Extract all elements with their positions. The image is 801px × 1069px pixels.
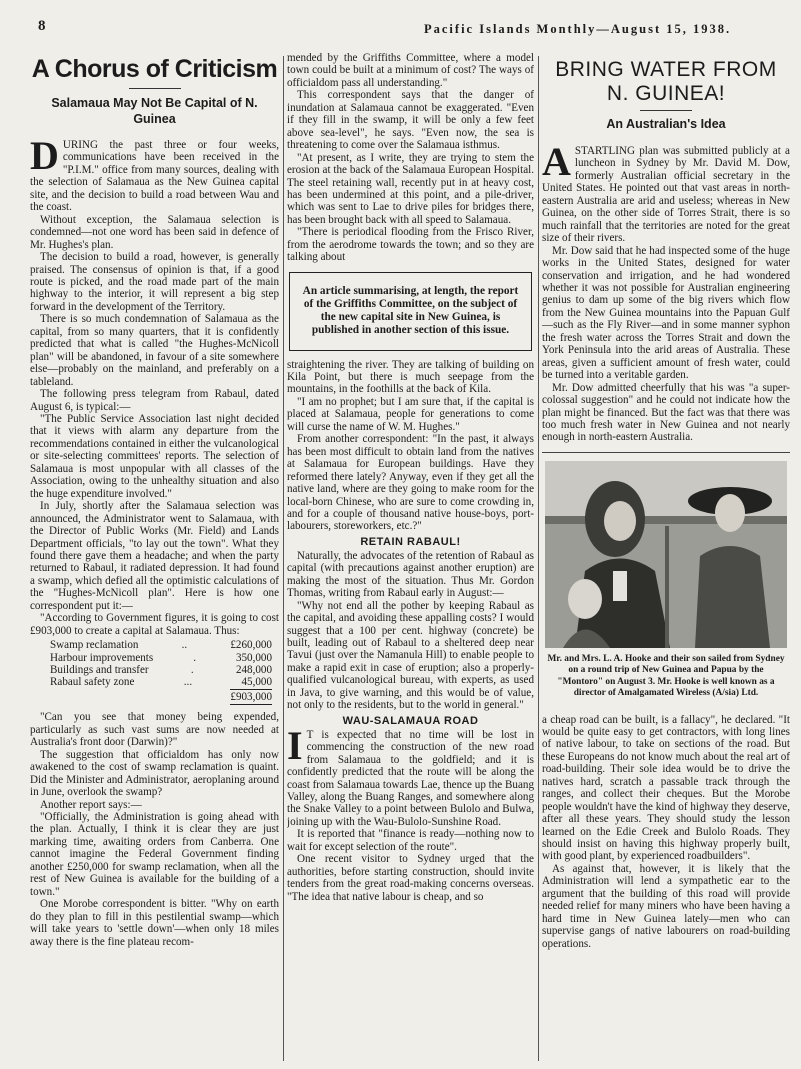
cost-amount: 45,000	[241, 676, 272, 689]
paragraph: "Why not end all the pother by keeping Rabaul as the capital, and avoiding these appalling costs? I would suggest that a 100 per cent. highway (concrete) be built, leading out of Rabaul to a sheltered deep near Tavui (just over the Namanula Hill) to enable people to make a rapid exit in case of eruption; also a properly-qualified vulcanological bureau, with experts, as used in Java, to give warning, and this would be of value, not only to the residents, but to the world in general."	[287, 599, 534, 712]
cost-item: Buildings and transfer	[50, 664, 149, 677]
cost-item: Harbour improvements	[50, 651, 154, 664]
column-one	[30, 52, 279, 1069]
sidebar-title: BRING WATER FROM N. GUINEA!	[555, 58, 777, 105]
article-title: A Chorus of Criticism	[31, 55, 278, 83]
drop-cap: D	[30, 133, 59, 178]
section-heading: RETAIN RABAUL!	[360, 535, 461, 548]
paragraph: Naturally, the advocates of the retention of Rabaul as capital (with precautions against another eruption) are making the most of the situation. Thus Mr. Gordon Thomas, writing from Rabaul early in August:—	[287, 549, 534, 600]
paragraph: a cheap road can be built, is a fallacy", he declared. "It would be quite easy to get contractors, with long lines of native labour, to take on sections of the road. But these Europeans do not know much about the real art of road-building. Their sole idea would be to drive the natives hard, scratch a passable track through the ranges, and collect their cheques. But the Morobe people wouldn't have the kind of highway they deserve, after all these years. They should study the lesson learned on the Edie Creek and Bulolo Roads. They should insist on having this highway properly built, with good plant, by experienced roadbuilders".	[542, 713, 790, 863]
paragraph: Mr. Dow said that he had inspected some of the huge works in the United States, designed for water conservation and irrigation, and he had wondered whether it was not possible for Australian engineering genius to dam up some of the big rivers which flow from the New Guinea mountains into the Papuan Gulf—such as the Fly River—and in some manner syphon the fresh water across the Torres Strait and down the York Peninsula into the arid areas of Australia. These areas, given a sufficient amount of fresh water, could be turned into a veritable garden.	[542, 244, 790, 382]
paragraph: "Can you see that money being expended, particularly as such vast sums are now needed at Australia's front door (Darwin)?"	[30, 711, 279, 749]
cost-item: Rabaul safety zone	[50, 676, 135, 689]
paragraph: This correspondent says that the danger of inundation at Salamaua cannot be exaggerated. "Even if they fill in the swamp, it will be only a few feet above sea-level", he says. "Even now, the sea is threatening to come over the Salamaua isthmus.	[287, 89, 534, 152]
column-three	[542, 52, 790, 1069]
lead-text: STARTLING plan was submitted publicly at a luncheon in Sydney by Mr. David M. Dow, formerly Australian official secretary in the United States. He pointed out that vast areas in north-eastern Australia are arid and useless; whereas in New Guinea, on the other side of Torres Strait, there is so much rainfall that the territories are noted for the great size of their rivers.	[542, 145, 790, 245]
cost-amount: 350,000	[235, 651, 272, 664]
paragraph-text: T is expected that no time will be lost in commencing the construction of the new road from Salamaua to the goldfield; and it is confidently predicted that the route will be along the coast from Salamaua towards Lae, thence up the Buang Valley, along the Buang Ranges, and somewhere along the Snake Valley to a point between Bulolo and Bulwa, joining up with the Wau-Bulolo-Sunshine Road.	[287, 728, 534, 828]
cost-row	[50, 676, 272, 688]
paragraph: From another correspondent: "In the past, it always has been most difficult to obtain land from the natives at Salamaua for European buildings. Have they reformed there lately? Anyway, even if they get all the native land, where are they going to make room for the local-born Chinese, who are sure to come crowding in, and for a couple of thousand native house-boys, port-labourers, storeworkers, etc.?"	[287, 433, 534, 533]
paragraph: It is reported that "finance is ready—nothing now to wait for except selection of the route".	[287, 828, 534, 853]
paragraph: The decision to build a road, however, is generally praised. The consensus of opinion is that, if a good route is picked, and the road made part of the main highway to the interior, it will represent a big step forward in the development of the Territory.	[30, 251, 279, 313]
article-subtitle: Salamaua May Not Be Capital of N. Guinea	[51, 96, 258, 126]
paragraph: "The Public Service Association last night decided that it views with alarm any departure from the recommendations contained in either the vulcanological or site-selecting committees' reports. The selection of Salamaua is most unpopular with all classes of the Association, owing to the unhealthy situation and also the huge expenditure involved."	[30, 412, 279, 500]
cost-row	[50, 639, 272, 651]
photo-caption: Mr. and Mrs. L. A. Hooke and their son sailed from Sydney on a round trip of New Guinea and Papua by the "Montoro" on August 3. Mr. Hooke is well known as a director of Amalgamated Wireless (A/sia) Ltd.	[547, 653, 785, 699]
drop-cap: A	[542, 139, 571, 184]
paragraph: The suggestion that officialdom has only now awakened to the cost of swamp reclamation is quaint. Did the Minister and Administrator, aeroplaning around in June, overlook the swamp?	[30, 748, 279, 799]
cost-amount: 248,000	[235, 664, 272, 677]
paragraph: straightening the river. They are talking of building on Kila Point, but there is much seepage from the mountains, in the foothills at the back of Kila.	[287, 358, 534, 396]
cost-total: £903,000	[230, 689, 272, 705]
column-rule	[283, 56, 284, 1061]
paragraph: "There is periodical flooding from the Frisco River, from the aerodrome towards the town; and so they are talking about	[287, 226, 534, 264]
lead-paragraph	[30, 133, 279, 214]
column-two	[287, 52, 534, 1069]
paragraph	[287, 722, 534, 829]
paragraph: Without exception, the Salamaua selection is condemned—not one word has been said in defence of Mr. Hughes's plan.	[30, 213, 279, 251]
paragraph: "Officially, the Administration is going ahead with the plan. Actually, I think it is clear they are just marking time, awaiting orders from Canberra. One cannot imagine the Federal Government finding another £250,000 for swamp reclamation, when all the rest of New Guinea is available for the building of a town."	[30, 811, 279, 898]
cost-row	[50, 664, 272, 676]
cost-row	[50, 652, 272, 664]
leader-dots: ..	[181, 639, 188, 652]
lead-paragraph	[542, 139, 790, 245]
paragraph: The following press telegram from Rabaul, dated August 6, is typical:—	[30, 388, 279, 413]
lead-text: URING the past three or four weeks, communications have been received in the "P.I.M." office from many sources, dealing with the selection of Salamaua as the New Guinea capital site, and the decision to build a road between Wau and the coast.	[30, 139, 279, 214]
page-number: 8	[38, 18, 46, 34]
paragraph: Mr. Dow admitted cheerfully that his was "a super-colossal suggestion" and he could not indicate how the plan might be financed. But the fact was that there was too much fresh water in New Guinea and not nearly enough in north-eastern Australia.	[542, 381, 790, 444]
sidebar-subtitle: An Australian's Idea	[606, 117, 726, 131]
paragraph: Another report says:—	[40, 798, 142, 811]
paragraph: One recent visitor to Sydney urged that the authorities, before starting construction, should invite tenders from the great road-making concerns overseas. "The idea that native labour is cheap, and so	[287, 853, 534, 903]
cost-total-row	[50, 689, 272, 705]
paragraph: mended by the Griffiths Committee, where a model town could be built at a minimum of cost? The ways of officialdom pass all understanding."	[287, 52, 534, 89]
cost-table	[50, 639, 279, 705]
section-divider	[542, 452, 790, 453]
leader-dots: ...	[183, 676, 193, 689]
cost-amount: £260,000	[230, 639, 272, 652]
paragraph: "At present, as I write, they are trying to stem the erosion at the back of the Salamaua European Hospital. The steel retaining wall, recently put in at heavy cost, has been undermined at this point, and a pile-driver, which was sent to Lae to drive piles for bridges there, has been brought back with all speed to Salamaua.	[287, 151, 534, 226]
paragraph: In July, shortly after the Salamaua selection was announced, the Administrator went to Salamaua, with the Director of Public Works (Mr. Field) and Lands Department officials, "to lay out the town". What they found there gave them a headache; and when the party returned to Rabaul, it radiated depression. It had found a swamp, which defied all the optimistic calculations of the "Hughes-McNicoll plan". Here is how one correspondent put it:—	[30, 500, 279, 612]
paragraph: "According to Government figures, it is going to cost £903,000 to create a capital at Salamaua. Thus:	[30, 612, 279, 637]
running-head: Pacific Islands Monthly—August 15, 1938.	[424, 22, 732, 36]
paragraph: As against that, however, it is likely that the Administration will lend a sympathetic ear to the argument that the building of this road will provide needed relief for many miners who have been having a hard time in New Guinea lately—men who can supervise gangs of native labourers on road-building operations.	[542, 862, 790, 950]
cross-reference-box	[289, 272, 532, 351]
cost-item: Swamp reclamation	[50, 639, 139, 652]
section-heading: WAU-SALAMAUA ROAD	[342, 714, 479, 727]
leader-dots: .	[190, 664, 194, 677]
photo-illustration	[545, 461, 787, 648]
paragraph: One Morobe correspondent is bitter. "Why on earth do they plan to fill in this pestilential swamp—which will take years to 'settle down'—when only 18 miles away there is the fine plateau recom-	[30, 898, 279, 948]
title-rule	[640, 110, 692, 111]
paragraph: "I am no prophet; but I am sure that, if the capital is placed at Salamaua, people for generations to come will curse the name of W. M. Hughes."	[287, 395, 534, 433]
title-rule	[129, 88, 181, 89]
drop-cap: I	[287, 722, 303, 768]
column-rule	[538, 56, 539, 1061]
leader-dots: .	[193, 651, 196, 664]
photo-hooke-family	[545, 461, 787, 648]
cross-reference-text: An article summarising, at length, the report of the Griffiths Committee, on the subject of the new capital site in New Guinea, is published in another section of this issue.	[302, 284, 519, 337]
paragraph: There is so much condemnation of Salamaua as the capital, from so many quarters, that it is confidently predicted that what is called "the Hughes-McNicoll plan" will be abandoned, in favour of a site somewhere else—probably on the mainland, and preferably on a tableland.	[30, 313, 279, 388]
